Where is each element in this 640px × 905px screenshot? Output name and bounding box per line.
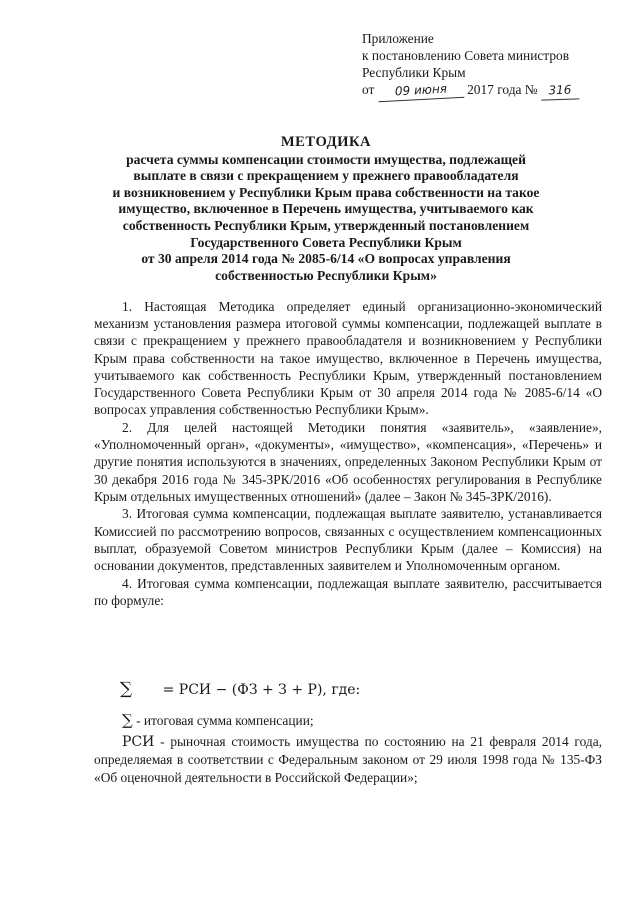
appendix-line-2: к постановлению Совета министров <box>362 48 570 63</box>
title-line: выплате в связи с прекращением у прежнего правообладателя <box>133 168 519 184</box>
handwritten-number: 316 <box>541 81 580 100</box>
formula-expression: = РСИ − (ФЗ + З + Р), где: <box>162 682 361 698</box>
sigma-symbol: ∑ <box>120 679 133 699</box>
definition-text: - рыночная стоимость имущества по состоянию на 21 февраля 2014 года, определяемая в соответствии с Федеральным законом от 29 июля 1998 года № 135-ФЗ «Об оценочной деятельности в Российской Федерации»; <box>94 734 602 785</box>
title-line: от 30 апреля 2014 года № 2085-6/14 «О вопросах управления <box>141 251 511 267</box>
title-line: собственность Республики Крым, утвержденный постановлением <box>122 217 530 233</box>
document-title <box>96 134 556 284</box>
title-line: расчета суммы компенсации стоимости имущества, подлежащей <box>126 151 526 167</box>
appendix-header <box>362 30 624 100</box>
year-text: 2017 года № <box>467 82 538 97</box>
definition-item <box>94 712 602 729</box>
definition-item <box>94 733 602 786</box>
paragraph-2: 2. Для целей настоящей Методики понятия «заявитель», «заявление», «Уполномоченный орган», «документы», «имущество», «компенсация», «Перечень» и другие понятия используются в значениях, определенных Законом Республики Крым от 30 декабря 2016 года № 345-ЗРК/2016 «Об особенностях регулирования в Республике Крым отдельных имущественных отношений» (далее – Закон № 345-ЗРК/2016). <box>94 419 602 504</box>
paragraph-4: 4. Итоговая сумма компенсации, подлежащая выплате заявителю, рассчитывается по формуле: <box>94 575 602 608</box>
appendix-line-3: Республики Крым <box>362 65 466 80</box>
definition-term: ∑ <box>122 711 133 729</box>
paragraph-1: 1. Настоящая Методика определяет единый организационно-экономический механизм установления размера итоговой суммы компенсации, подлежащей выплате в связи с прекращением у прежнего правообладателя и возникновением у Республики Крым права собственности на такое имущество, включенное в Перечень имущества, учитываемого как собственность Республики Крым, утвержденный постановлением Государственного Совета Республики Крым от 30 апреля 2014 года № 2085-6/14 «О вопросах управления собственностью Республики Крым». <box>94 299 602 418</box>
title-line: имущество, включенное в Перечень имущества, учитываемого как <box>118 201 534 217</box>
definition-term: РСИ <box>122 734 155 751</box>
title-heading: МЕТОДИКА <box>280 134 372 150</box>
compensation-formula <box>120 679 360 699</box>
definition-text: - итоговая сумма компенсации; <box>132 713 314 728</box>
appendix-line-1: Приложение <box>362 31 434 46</box>
title-line: Государственного Совета Республики Крым <box>190 234 462 250</box>
title-line: и возникновением у Республики Крым права собственности на такое <box>112 184 540 200</box>
document-body <box>94 298 602 609</box>
formula-definitions <box>94 712 602 790</box>
handwritten-date: 09 июня <box>377 80 464 102</box>
title-line: собственностью Республики Крым» <box>215 267 437 283</box>
paragraph-3: 3. Итоговая сумма компенсации, подлежащая выплате заявителю, устанавливается Комиссией по рассмотрению вопросов, связанных с осуществлением компенсационных выплат, образуемой Советом министров Республики Крым (далее – Комиссия) на основании документов, представленных заявителем и Уполномоченным органом. <box>94 506 602 574</box>
appendix-date-line <box>362 81 624 100</box>
date-prefix: от <box>362 82 375 97</box>
